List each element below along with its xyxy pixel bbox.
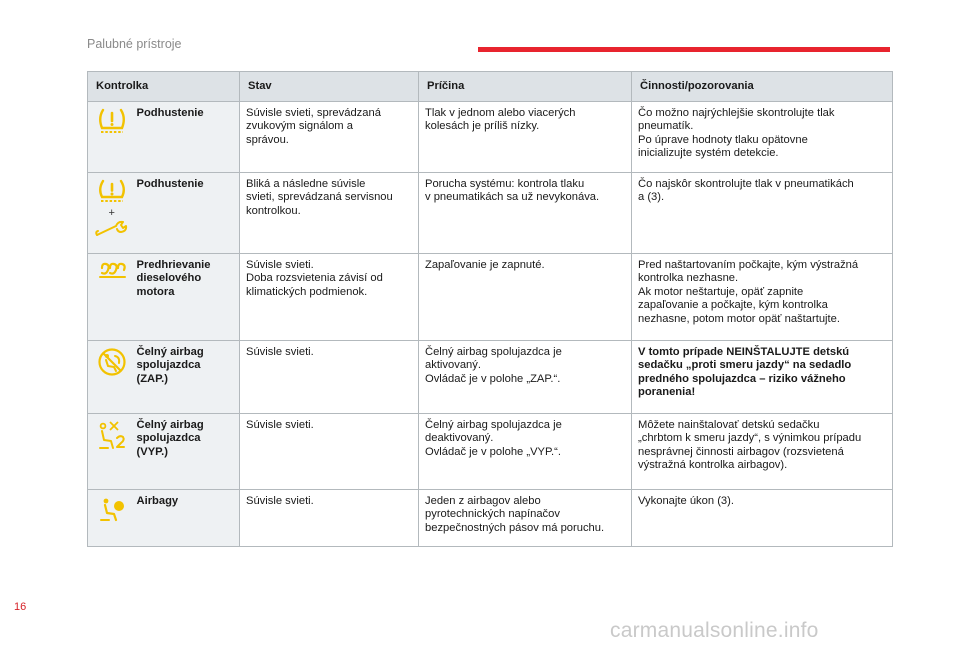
action-text: Pred naštartovaním počkajte, kým výstražná xyxy=(638,259,859,271)
action-text: sedačku „proti smeru jazdy“ na sedadlo xyxy=(638,359,852,372)
action-text: a (3). xyxy=(638,191,665,204)
state-text: klimatických podmienok. xyxy=(246,285,368,298)
wrench-service-icon xyxy=(90,220,134,242)
page-number: 16 xyxy=(14,601,27,613)
lamp-name: Airbagy xyxy=(136,495,179,507)
action-text: „chrbtom k smeru jazdy“, s výnimkou prípadu xyxy=(638,432,862,445)
airbag-icon xyxy=(90,496,134,526)
cause-text: Čelný airbag spolujazdca je xyxy=(425,346,562,358)
warning-lights-table xyxy=(87,71,893,547)
state-text: zvukovým signálom a xyxy=(246,120,353,133)
lamp-name: (VYP.) xyxy=(136,445,169,458)
cause-text: deaktivovaný. xyxy=(425,432,494,445)
state-text: Súvisle svieti, sprevádzaná xyxy=(246,107,381,119)
cause-text: Jeden z airbagov alebo xyxy=(425,495,541,507)
state-text: Súvisle svieti. xyxy=(246,419,314,431)
lamp-name: spolujazdca xyxy=(136,432,201,445)
table-row xyxy=(88,173,893,254)
lamp-name: Podhustenie xyxy=(136,107,204,119)
column-header-kontrolka: Kontrolka xyxy=(88,72,240,102)
column-header-stav: Stav xyxy=(240,72,419,102)
cause-text: pyrotechnických napínačov xyxy=(425,508,560,521)
table-header-row xyxy=(88,72,893,102)
plus-sign: + xyxy=(108,207,115,220)
lamp-name: (ZAP.) xyxy=(136,372,168,385)
state-text: Súvisle svieti. xyxy=(246,495,314,507)
state-text: kontrolkou. xyxy=(246,204,301,217)
action-text: poranenia! xyxy=(638,386,696,399)
state-text: Súvisle svieti. xyxy=(246,259,314,271)
action-text: Čo možno najrýchlejšie skontrolujte tlak xyxy=(638,107,835,119)
cause-text: Porucha systému: kontrola tlaku xyxy=(425,178,585,190)
passenger-airbag-off-icon xyxy=(90,347,134,381)
state-text: Bliká a následne súvisle xyxy=(246,178,366,190)
tyre-pressure-service-icon xyxy=(90,179,134,207)
action-text: nezhasne, potom motor opäť naštartujte. xyxy=(638,312,840,325)
state-text: správou. xyxy=(246,133,289,146)
watermark: carmanualsonline.info xyxy=(610,619,819,642)
lamp-name: motora xyxy=(136,285,175,298)
lamp-name: spolujazdca xyxy=(136,359,201,372)
action-text: Čo najskôr skontrolujte tlak v pneumatikách xyxy=(638,178,854,190)
state-text: svieti, sprevádzaná servisnou xyxy=(246,191,393,204)
action-text: Po úprave hodnoty tlaku opätovne xyxy=(638,133,808,146)
lamp-name: Predhrievanie xyxy=(136,259,211,271)
table-row xyxy=(88,490,893,547)
action-text: kontrolka nezhasne. xyxy=(638,272,739,285)
action-text: inicializujte systém detekcie. xyxy=(638,147,779,160)
glow-plug-icon xyxy=(90,260,134,284)
column-header-pricina: Príčina xyxy=(419,72,632,102)
cause-text: bezpečnostných pásov má poruchu. xyxy=(425,521,605,534)
cause-text: Zapaľovanie je zapnuté. xyxy=(425,259,545,271)
passenger-airbag-deactivated-icon xyxy=(90,420,134,456)
cause-text: Čelný airbag spolujazdca je xyxy=(425,419,562,431)
table-row xyxy=(88,341,893,414)
column-header-cinnosti: Činnosti/pozorovania xyxy=(632,72,893,102)
action-text: zapaľovanie a počkajte, kým kontrolka xyxy=(638,299,828,312)
lamp-name: Čelný airbag xyxy=(136,346,204,358)
lamp-name: dieselového xyxy=(136,272,202,285)
lamp-name: Podhustenie xyxy=(136,178,204,190)
action-text: predného spolujazdca – riziko vážneho xyxy=(638,372,846,385)
action-text: Ak motor neštartuje, opäť zapnite xyxy=(638,285,804,298)
cause-text: Ovládač je v polohe „VYP.“. xyxy=(425,445,561,458)
action-text: výstražná kontrolka airbagov). xyxy=(638,459,788,472)
action-text: Vykonajte úkon (3). xyxy=(638,495,734,507)
table-row xyxy=(88,102,893,173)
table-row xyxy=(88,254,893,341)
running-header: Palubné prístroje xyxy=(87,37,182,51)
action-text: pneumatík. xyxy=(638,120,694,133)
cause-text: aktivovaný. xyxy=(425,359,481,372)
header-accent-bar xyxy=(478,47,890,52)
table-row xyxy=(88,414,893,490)
action-text: nesprávnej činnosti airbagov (rozsvietená xyxy=(638,445,844,458)
cause-text: kolesách je príliš nízky. xyxy=(425,120,540,133)
cause-text: v pneumatikách sa už nevykonáva. xyxy=(425,191,600,204)
tyre-pressure-warning-icon xyxy=(90,108,134,138)
action-text: Môžete nainštalovať detskú sedačku xyxy=(638,419,820,431)
cause-text: Ovládač je v polohe „ZAP.“. xyxy=(425,372,561,385)
cause-text: Tlak v jednom alebo viacerých xyxy=(425,107,576,119)
state-text: Doba rozsvietenia závisí od xyxy=(246,272,383,285)
lamp-name: Čelný airbag xyxy=(136,419,204,431)
action-text: V tomto prípade NEINŠTALUJTE detskú xyxy=(638,346,850,358)
state-text: Súvisle svieti. xyxy=(246,346,314,358)
